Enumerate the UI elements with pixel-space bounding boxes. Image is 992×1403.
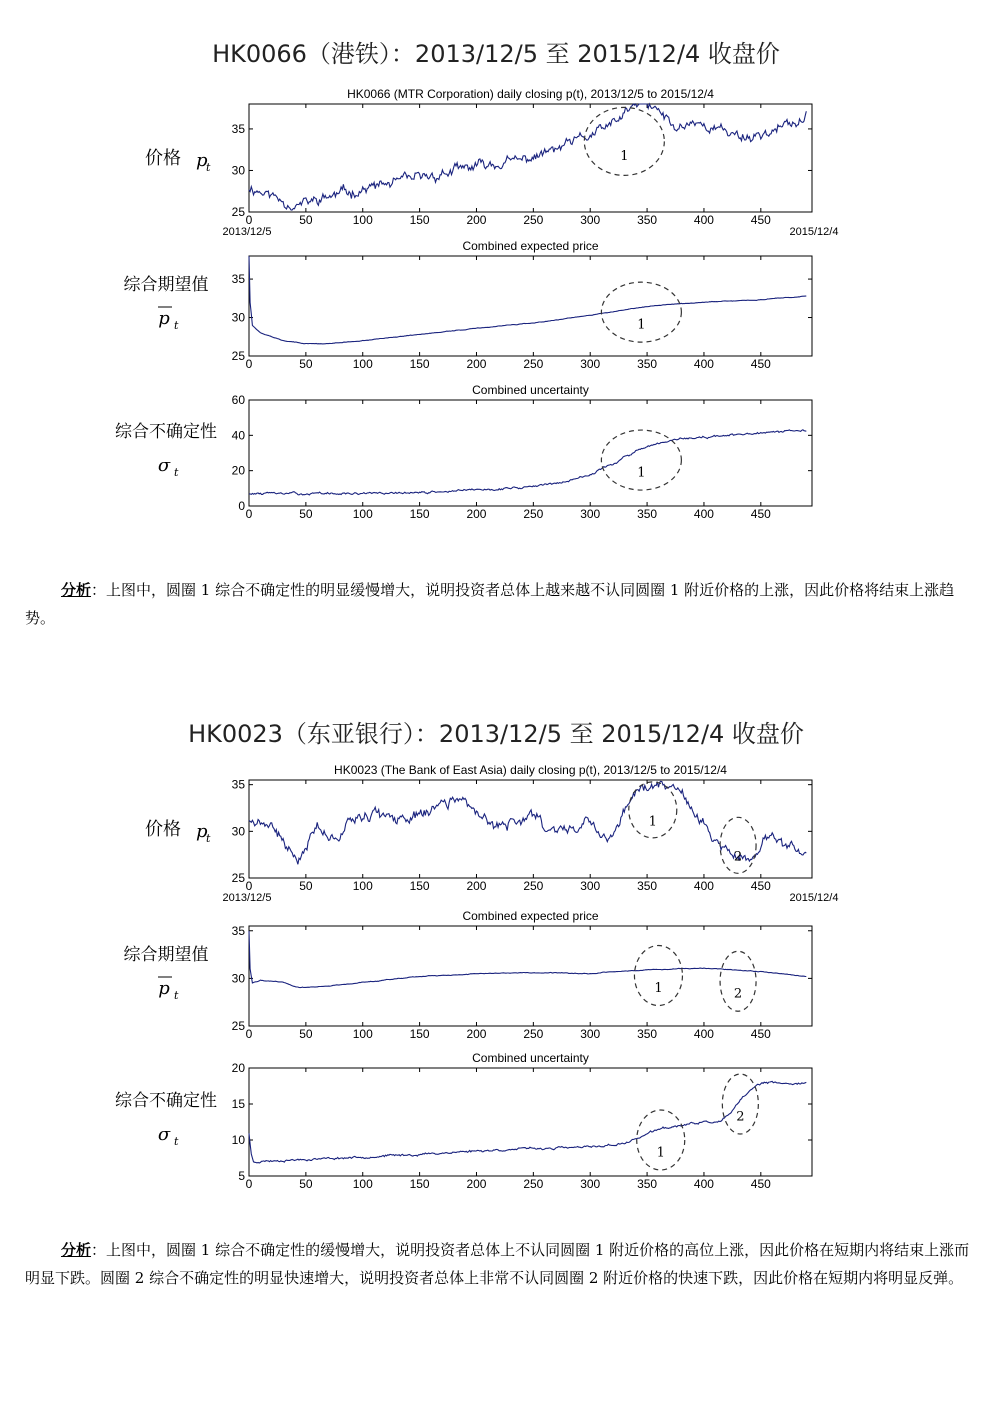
x-tick-label: 400 (693, 213, 714, 227)
x-tick-label: 450 (750, 357, 771, 369)
y-axis-label (145, 148, 211, 174)
y-tick-label: 25 (231, 205, 245, 219)
y-axis-label (145, 819, 211, 845)
x-tick-label: 300 (580, 507, 601, 521)
annotation-circle (637, 1110, 685, 1170)
x-tick-label: 100 (352, 1177, 373, 1191)
x-tick-label: 200 (466, 1027, 487, 1039)
y-axis-label (124, 945, 209, 1002)
x-tick-label: 0 (245, 879, 253, 893)
y-axis-label-text: 综合期望值 (123, 275, 209, 295)
y-axis-label-text: 价格 (145, 819, 181, 840)
x-tick-label: 0 (245, 213, 253, 227)
analysis-text: ：上图中，圆圈 1 综合不确定性的缓慢增大，说明投资者总体上不认同圆圈 1 附近价格的高位上涨，因此价格在短期内将结束上涨而明显下跌。圆圈 2 综合不确定性的明显快速增大，说明投资者总体上非常不认同圆圈 2 附近价格的快速下跌，因此价格在短期内将明显反弹。 (25, 1241, 970, 1287)
x-tick-label: 400 (693, 357, 714, 369)
chart-hk0023-price (0, 760, 992, 910)
x-tick-label: 250 (523, 1177, 544, 1191)
x-tick-label: 150 (409, 1177, 430, 1191)
y-axis-label-subscript: t (206, 832, 211, 845)
y-tick-label: 30 (231, 163, 245, 178)
chart-title: Combined uncertainty (472, 383, 589, 397)
x-tick-label: 300 (580, 879, 601, 893)
y-tick-label: 30 (231, 310, 245, 325)
plot-frame (249, 926, 812, 1026)
x-tick-label: 250 (523, 507, 544, 521)
x-tick-label: 0 (245, 1177, 253, 1191)
figure-title-hk0023: HK0023（东亚银行）：2013/12/5 至 2015/12/4 收盘价 (188, 720, 804, 748)
x-tick-label: 200 (466, 357, 487, 369)
y-axis-label-symbol: p (158, 308, 170, 329)
x-tick-label: 450 (750, 1177, 771, 1191)
x-tick-label: 300 (580, 1027, 601, 1039)
plot-frame (249, 256, 812, 356)
x-tick-label: 150 (409, 1027, 430, 1039)
series-line (249, 430, 806, 495)
y-axis-label-text: 综合期望值 (123, 945, 209, 965)
y-axis-label-subscript: t (174, 319, 179, 332)
x-tick-label: 200 (466, 213, 487, 227)
y-axis-label-text: 综合不确定性 (115, 1091, 217, 1111)
x-start-date-label: 2013/12/5 (222, 226, 272, 238)
y-axis-label-subscript: t (174, 466, 179, 479)
x-tick-label: 50 (299, 213, 313, 227)
x-tick-label: 0 (245, 507, 253, 521)
annotation-label: 2 (733, 986, 743, 1002)
x-tick-label: 100 (352, 1027, 373, 1039)
plot-frame (249, 1068, 812, 1176)
x-end-date-label: 2015/12/4 (789, 892, 839, 904)
x-tick-label: 350 (637, 507, 658, 521)
x-tick-label: 150 (409, 507, 430, 521)
y-tick-label: 20 (231, 463, 245, 478)
x-tick-label: 400 (693, 1027, 714, 1039)
y-axis-label-subscript: t (206, 161, 211, 174)
chart-title: HK0066 (MTR Corporation) daily closing p(t), 2013/12/5 to 2015/12/4 (347, 87, 714, 101)
y-tick-label: 0 (238, 499, 245, 513)
figure-title-hk0066: HK0066（港铁）：2013/12/5 至 2015/12/4 收盘价 (212, 40, 780, 68)
chart-title: Combined expected price (462, 239, 599, 253)
chart-hk0066-uncertainty (0, 380, 992, 525)
annotation-label: 1 (620, 149, 629, 165)
annotation-circle (634, 946, 682, 1006)
chart-title: Combined expected price (462, 909, 599, 923)
analysis-hk0023 (25, 1236, 970, 1292)
x-tick-label: 300 (580, 213, 601, 227)
y-tick-label: 5 (238, 1169, 245, 1183)
y-tick-label: 35 (231, 272, 245, 287)
chart-hk0066-expected (0, 234, 992, 369)
y-axis-label (124, 275, 209, 332)
x-tick-label: 450 (750, 1027, 771, 1039)
annotation-circle (722, 1074, 758, 1134)
x-tick-label: 150 (409, 357, 430, 369)
x-tick-label: 350 (637, 1177, 658, 1191)
chart-hk0023-uncertainty (0, 1048, 992, 1193)
x-tick-label: 50 (299, 1177, 313, 1191)
x-tick-label: 300 (580, 1177, 601, 1191)
y-axis-label-subscript: t (174, 989, 179, 1002)
x-tick-label: 350 (637, 1027, 658, 1039)
x-tick-label: 0 (245, 357, 253, 369)
y-tick-label: 25 (231, 1019, 245, 1033)
series-line (249, 931, 806, 988)
x-tick-label: 400 (693, 507, 714, 521)
y-tick-label: 15 (231, 1097, 245, 1111)
x-tick-label: 100 (352, 879, 373, 893)
analysis-hk0066 (25, 576, 970, 632)
x-tick-label: 250 (523, 1027, 544, 1039)
series-line (249, 1081, 806, 1163)
x-tick-label: 200 (466, 1177, 487, 1191)
series-line (249, 256, 806, 344)
plot-frame (249, 400, 812, 506)
y-tick-label: 25 (231, 349, 245, 363)
x-tick-label: 250 (523, 879, 544, 893)
annotation-label: 1 (654, 981, 663, 997)
y-tick-label: 30 (231, 824, 245, 839)
x-tick-label: 450 (750, 879, 771, 893)
y-axis-label (115, 1091, 217, 1148)
y-tick-label: 40 (231, 428, 245, 443)
analysis-text: ：上图中，圆圈 1 综合不确定性的明显缓慢增大，说明投资者总体上越来越不认同圆圈 1 附近价格的上涨，因此价格将结束上涨趋势。 (25, 581, 955, 627)
x-tick-label: 50 (299, 507, 313, 521)
x-tick-label: 400 (693, 879, 714, 893)
x-tick-label: 250 (523, 213, 544, 227)
y-axis-label-subscript: t (174, 1135, 179, 1148)
series-line (249, 781, 806, 864)
y-tick-label: 25 (231, 871, 245, 885)
x-tick-label: 150 (409, 213, 430, 227)
y-tick-label: 60 (231, 393, 245, 407)
y-tick-label: 35 (231, 777, 245, 792)
x-tick-label: 250 (523, 357, 544, 369)
y-axis-label-text: 价格 (145, 148, 181, 169)
y-axis-label-symbol: p (196, 821, 208, 842)
y-axis-label (115, 422, 217, 479)
y-tick-label: 35 (231, 923, 245, 938)
plot-frame (249, 780, 812, 878)
y-tick-label: 20 (231, 1061, 245, 1075)
x-tick-label: 150 (409, 879, 430, 893)
chart-title: Combined uncertainty (472, 1051, 589, 1065)
x-tick-label: 400 (693, 1177, 714, 1191)
annotation-circle (601, 430, 681, 490)
x-tick-label: 450 (750, 507, 771, 521)
analysis-label: 分析 (61, 1241, 92, 1259)
x-end-date-label: 2015/12/4 (789, 226, 839, 238)
annotation-label: 1 (637, 465, 646, 481)
plot-frame (249, 104, 812, 212)
x-tick-label: 0 (245, 1027, 253, 1039)
x-tick-label: 200 (466, 879, 487, 893)
x-tick-label: 50 (299, 879, 313, 893)
annotation-label: 2 (733, 849, 743, 865)
y-axis-label-symbol: σ (157, 1124, 171, 1145)
x-tick-label: 200 (466, 507, 487, 521)
x-tick-label: 100 (352, 213, 373, 227)
chart-hk0023-expected (0, 904, 992, 1039)
y-axis-label-symbol: σ (157, 455, 171, 476)
x-tick-label: 350 (637, 357, 658, 369)
y-axis-label-symbol: p (196, 150, 208, 171)
analysis-label: 分析 (61, 581, 92, 599)
x-tick-label: 350 (637, 879, 658, 893)
x-tick-label: 350 (637, 213, 658, 227)
annotation-circle (720, 951, 756, 1011)
annotation-circle (584, 107, 664, 175)
x-tick-label: 50 (299, 357, 313, 369)
annotation-label: 2 (736, 1109, 745, 1125)
x-tick-label: 100 (352, 357, 373, 369)
y-tick-label: 10 (231, 1133, 245, 1147)
annotation-label: 1 (648, 814, 657, 830)
annotation-circle (629, 782, 677, 838)
y-axis-label-text: 综合不确定性 (115, 422, 217, 442)
x-tick-label: 50 (299, 1027, 313, 1039)
series-line (249, 104, 806, 210)
chart-title: HK0023 (The Bank of East Asia) daily closing p(t), 2013/12/5 to 2015/12/4 (334, 763, 727, 777)
annotation-label: 1 (656, 1145, 665, 1161)
y-tick-label: 35 (231, 121, 245, 136)
x-tick-label: 450 (750, 213, 771, 227)
annotation-label: 1 (637, 317, 646, 333)
x-tick-label: 100 (352, 507, 373, 521)
x-tick-label: 300 (580, 357, 601, 369)
y-axis-label-symbol: p (158, 978, 170, 999)
y-tick-label: 30 (231, 971, 245, 986)
x-start-date-label: 2013/12/5 (222, 892, 272, 904)
